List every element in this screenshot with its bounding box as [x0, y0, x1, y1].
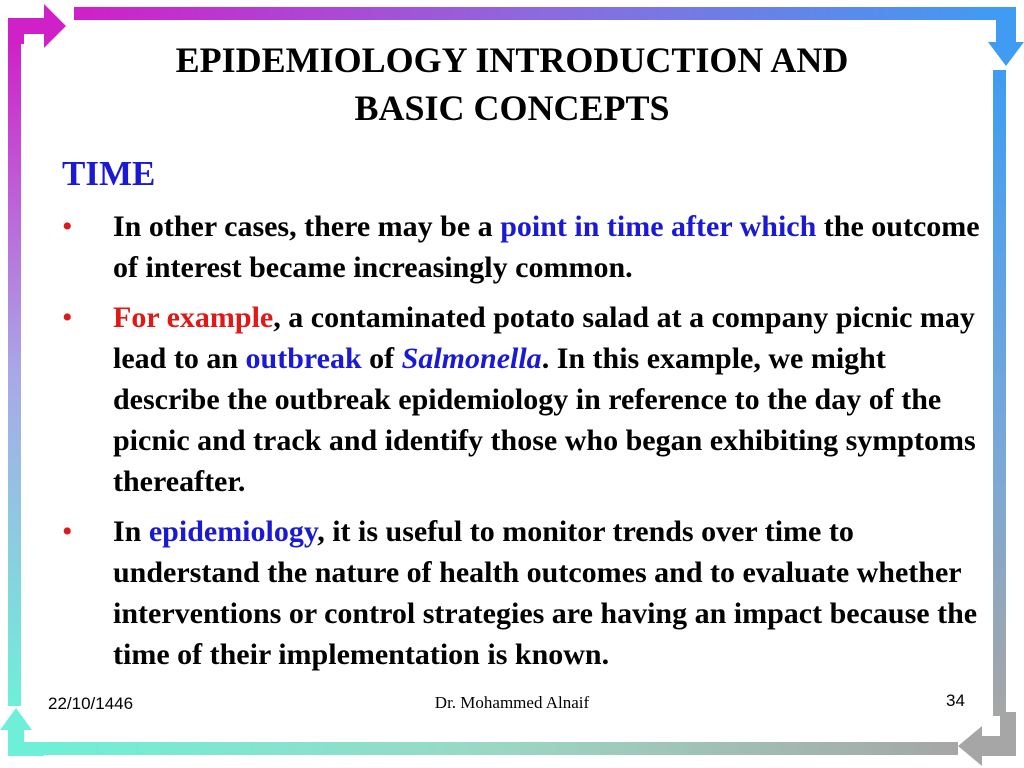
section-heading: TIME: [62, 154, 156, 193]
arrow-up-icon: [0, 708, 44, 756]
bullet-3-highlight: epidemiology: [148, 515, 318, 548]
bullet-marker: •: [62, 515, 73, 548]
bullet-marker: •: [62, 301, 73, 334]
bullet-item-1: [62, 206, 982, 288]
bullet-2-highlight: outbreak: [245, 342, 362, 375]
bullet-marker: •: [62, 210, 73, 243]
bullet-2-italic-term: Salmonella: [401, 342, 542, 375]
bullet-2-text-a: , a contaminated potato salad at a company picnic may lead to an: [113, 301, 975, 375]
bullet-2-text-b: of: [361, 342, 402, 375]
footer-date: 22/10/1446: [48, 694, 134, 713]
slide-title-line-1: EPIDEMIOLOGY INTRODUCTION AND: [175, 40, 849, 80]
frame-right-bar: [993, 70, 1006, 716]
frame-left-bar: [8, 40, 21, 706]
footer-author: Dr. Mohammed Alnaif: [434, 693, 590, 712]
slide-title-line-2: BASIC CONCEPTS: [354, 88, 670, 128]
arrow-left-icon: [958, 712, 1016, 766]
frame-top-bar: [74, 7, 1010, 20]
bullet-3-text-end: , it is useful to monitor trends over time to understand the nature of health outcomes and to evaluate whether interventions or control strategies are having an impact because the time of their implementation is known.: [113, 515, 978, 671]
bullet-item-3: [62, 511, 982, 675]
bullet-1-text-end: the outcome of interest became increasingly common.: [113, 210, 980, 284]
footer-page-number: 34: [946, 691, 965, 710]
bullet-1-text: In other cases, there may be a: [113, 210, 501, 243]
bullet-1-highlight: point in time after which: [500, 210, 817, 243]
frame-bottom-bar: [30, 742, 958, 755]
bullet-2-text-c: . In this example, we might describe the outbreak epidemiology in reference to the day of the picnic and track and identify those who began exhibiting symptoms thereafter.: [113, 342, 976, 498]
bullet-list: [62, 206, 982, 684]
bullet-item-2: [62, 297, 982, 502]
slide-title: [0, 36, 1024, 132]
bullet-2-lead-highlight: For example: [113, 301, 274, 334]
bullet-3-text: In: [113, 515, 149, 548]
